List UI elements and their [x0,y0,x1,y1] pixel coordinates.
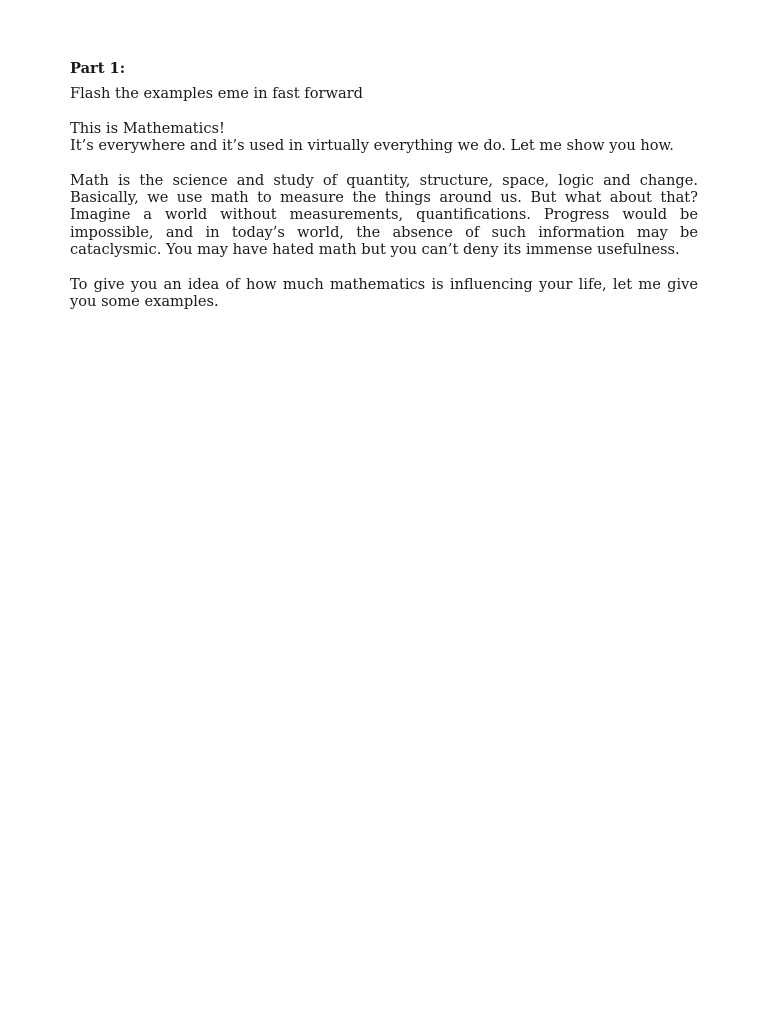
opening-block [70,120,698,155]
paragraph-math-definition: Math is the science and study of quantity, structure, space, logic and change. Basically, we use math to measure the things around us. But what about that? Imagine a world without measurements, quantifications. Progress would be impossible, and in today’s world, the absence of such information may be cataclysmic. You may have hated math but you can’t deny its immense usefulness. [70,171,698,259]
section-heading: Part 1: [70,60,126,77]
intro-line: Flash the examples eme in fast forward [70,85,363,103]
document-page [70,60,698,327]
paragraph-examples-intro: To give you an idea of how much mathematics is influencing your life, let me give you some examples. [70,275,698,311]
opening-line-2: It’s everywhere and it’s used in virtually everything we do. Let me show you how. [70,137,674,155]
opening-line-1: This is Mathematics! [70,119,225,137]
